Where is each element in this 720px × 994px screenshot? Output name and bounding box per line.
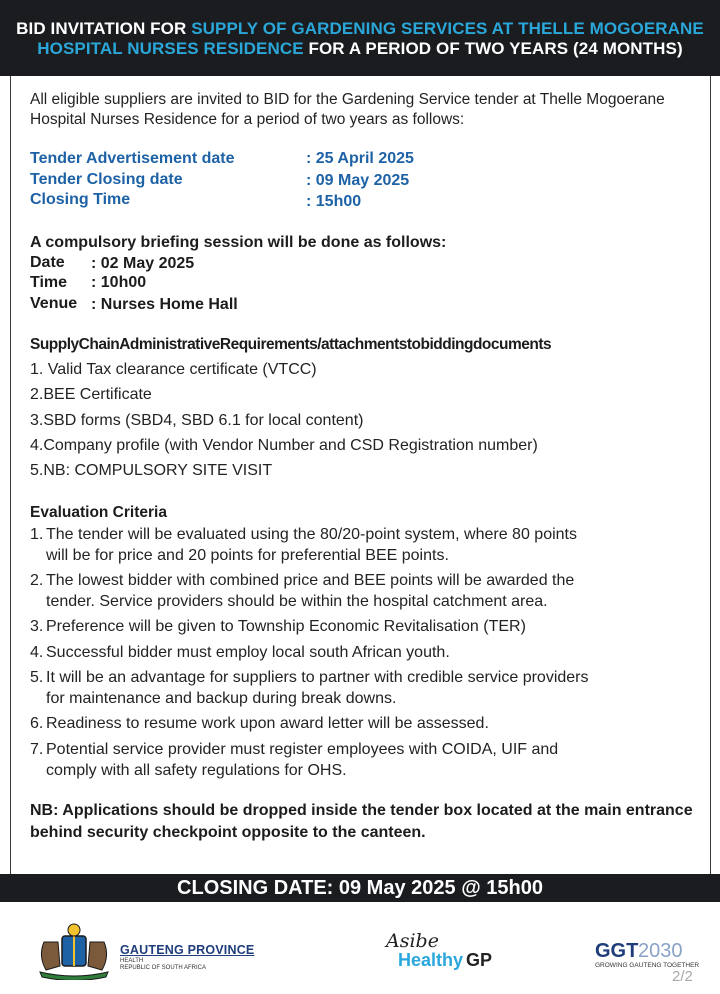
evaluation-line: Preference will be given to Township Economic Revitalisation (TER)	[46, 618, 526, 635]
header-highlight-1: SUPPLY OF GARDENING SERVICES AT THELLE MOGOERANE	[191, 19, 704, 38]
evaluation-line: The lowest bidder with combined price and BEE points will be awarded the	[46, 572, 575, 589]
briefing-title: A compulsory briefing session will be done as follows:	[30, 234, 447, 251]
requirement-item: 1. Valid Tax clearance certificate (VTCC)	[30, 361, 317, 378]
document-header	[0, 0, 720, 76]
evaluation-line: Potential service provider must register employees with COIDA, UIF and	[46, 741, 559, 758]
requirements-title: SupplyChainAdministrativeRequirements/attachmentstobiddingdocuments	[30, 336, 552, 353]
evaluation-num: 7.	[30, 741, 44, 758]
requirement-item: 5.NB: COMPULSORY SITE VISIT	[30, 462, 273, 479]
evaluation-item	[30, 713, 690, 734]
header-text-2: FOR A PERIOD OF TWO YEARS (24 MONTHS)	[303, 39, 683, 58]
evaluation-line: tender. Service providers should be within the hospital catchment area.	[46, 593, 548, 610]
briefing-date-value: : 02 May 2025	[91, 255, 195, 272]
header-text-1: BID INVITATION FOR	[16, 19, 192, 38]
evaluation-num: 6.	[30, 715, 44, 732]
evaluation-line: The tender will be evaluated using the 80/20-point system, where 80 points	[46, 526, 577, 543]
ggt-tagline: GROWING GAUTENG TOGETHER	[595, 962, 700, 969]
evaluation-num: 4.	[30, 644, 44, 661]
page-indicator: 2/2	[672, 968, 693, 985]
gp-logo-text: GP	[466, 950, 493, 970]
nb-note: NB: Applications should be dropped inside the tender box located at the main entrance behind security checkpoint opposite to the canteen.	[30, 802, 693, 841]
evaluation-num: 2.	[30, 572, 44, 589]
country-name: REPUBLIC OF SOUTH AFRICA	[120, 965, 207, 971]
evaluation-item	[30, 642, 690, 663]
intro-paragraph: All eligible suppliers are invited to BID for the Gardening Service tender at Thelle Mogoerane Hospital Nurses Residence for a period of two years as follows:	[30, 91, 665, 128]
evaluation-item	[30, 570, 690, 612]
evaluation-line: It will be an advantage for suppliers to partner with credible service providers	[46, 669, 589, 686]
briefing-venue-value: : Nurses Home Hall	[91, 296, 238, 313]
evaluation-item	[30, 524, 690, 566]
ggt-logo-text: GGT	[595, 940, 639, 962]
tender-advertisement-label: Tender Advertisement date	[30, 150, 235, 167]
briefing-time-value: : 10h00	[91, 274, 147, 291]
tender-advertisement-value: : 25 April 2025	[306, 150, 414, 167]
tender-closing-label: Tender Closing date	[30, 171, 183, 188]
evaluation-item	[30, 667, 690, 709]
requirement-item: 2.BEE Certificate	[30, 386, 152, 403]
healthy-logo-text: Healthy	[398, 950, 464, 970]
evaluation-num: 1.	[30, 526, 44, 543]
evaluation-num: 5.	[30, 669, 44, 686]
department-name: HEALTH	[120, 958, 144, 964]
closing-time-label: Closing Time	[30, 191, 131, 208]
evaluation-item	[30, 739, 690, 781]
header-highlight-2: HOSPITAL NURSES RESIDENCE	[37, 39, 304, 58]
requirement-item: 4.Company profile (with Vendor Number and CSD Registration number)	[30, 437, 538, 454]
evaluation-line: Readiness to resume work upon award letter will be assessed.	[46, 715, 489, 732]
closing-date-banner: CLOSING DATE: 09 May 2025 @ 15h00	[0, 874, 720, 902]
evaluation-line: for maintenance and backup during break downs.	[46, 690, 397, 707]
evaluation-line: Successful bidder must employ local south African youth.	[46, 644, 450, 661]
asibe-logo-text: Asibe	[386, 930, 439, 952]
briefing-date-label: Date	[30, 254, 65, 271]
evaluation-line: will be for price and 20 points for preferential BEE points.	[46, 547, 449, 564]
requirement-item: 3.SBD forms (SBD4, SBD 6.1 for local content)	[30, 412, 364, 429]
evaluation-item	[30, 616, 690, 637]
footer	[0, 902, 720, 994]
closing-time-value: : 15h00	[306, 193, 362, 210]
briefing-venue-label: Venue	[30, 295, 78, 312]
evaluation-line: comply with all safety regulations for OHS.	[46, 762, 347, 779]
briefing-time-label: Time	[30, 274, 68, 291]
coat-of-arms-icon	[34, 922, 114, 980]
evaluation-title: Evaluation Criteria	[30, 504, 167, 521]
tender-closing-value: : 09 May 2025	[306, 172, 410, 189]
evaluation-num: 3.	[30, 618, 44, 635]
gauteng-province-name: GAUTENG PROVINCE	[120, 943, 255, 957]
ggt-year: 2030	[638, 940, 683, 962]
